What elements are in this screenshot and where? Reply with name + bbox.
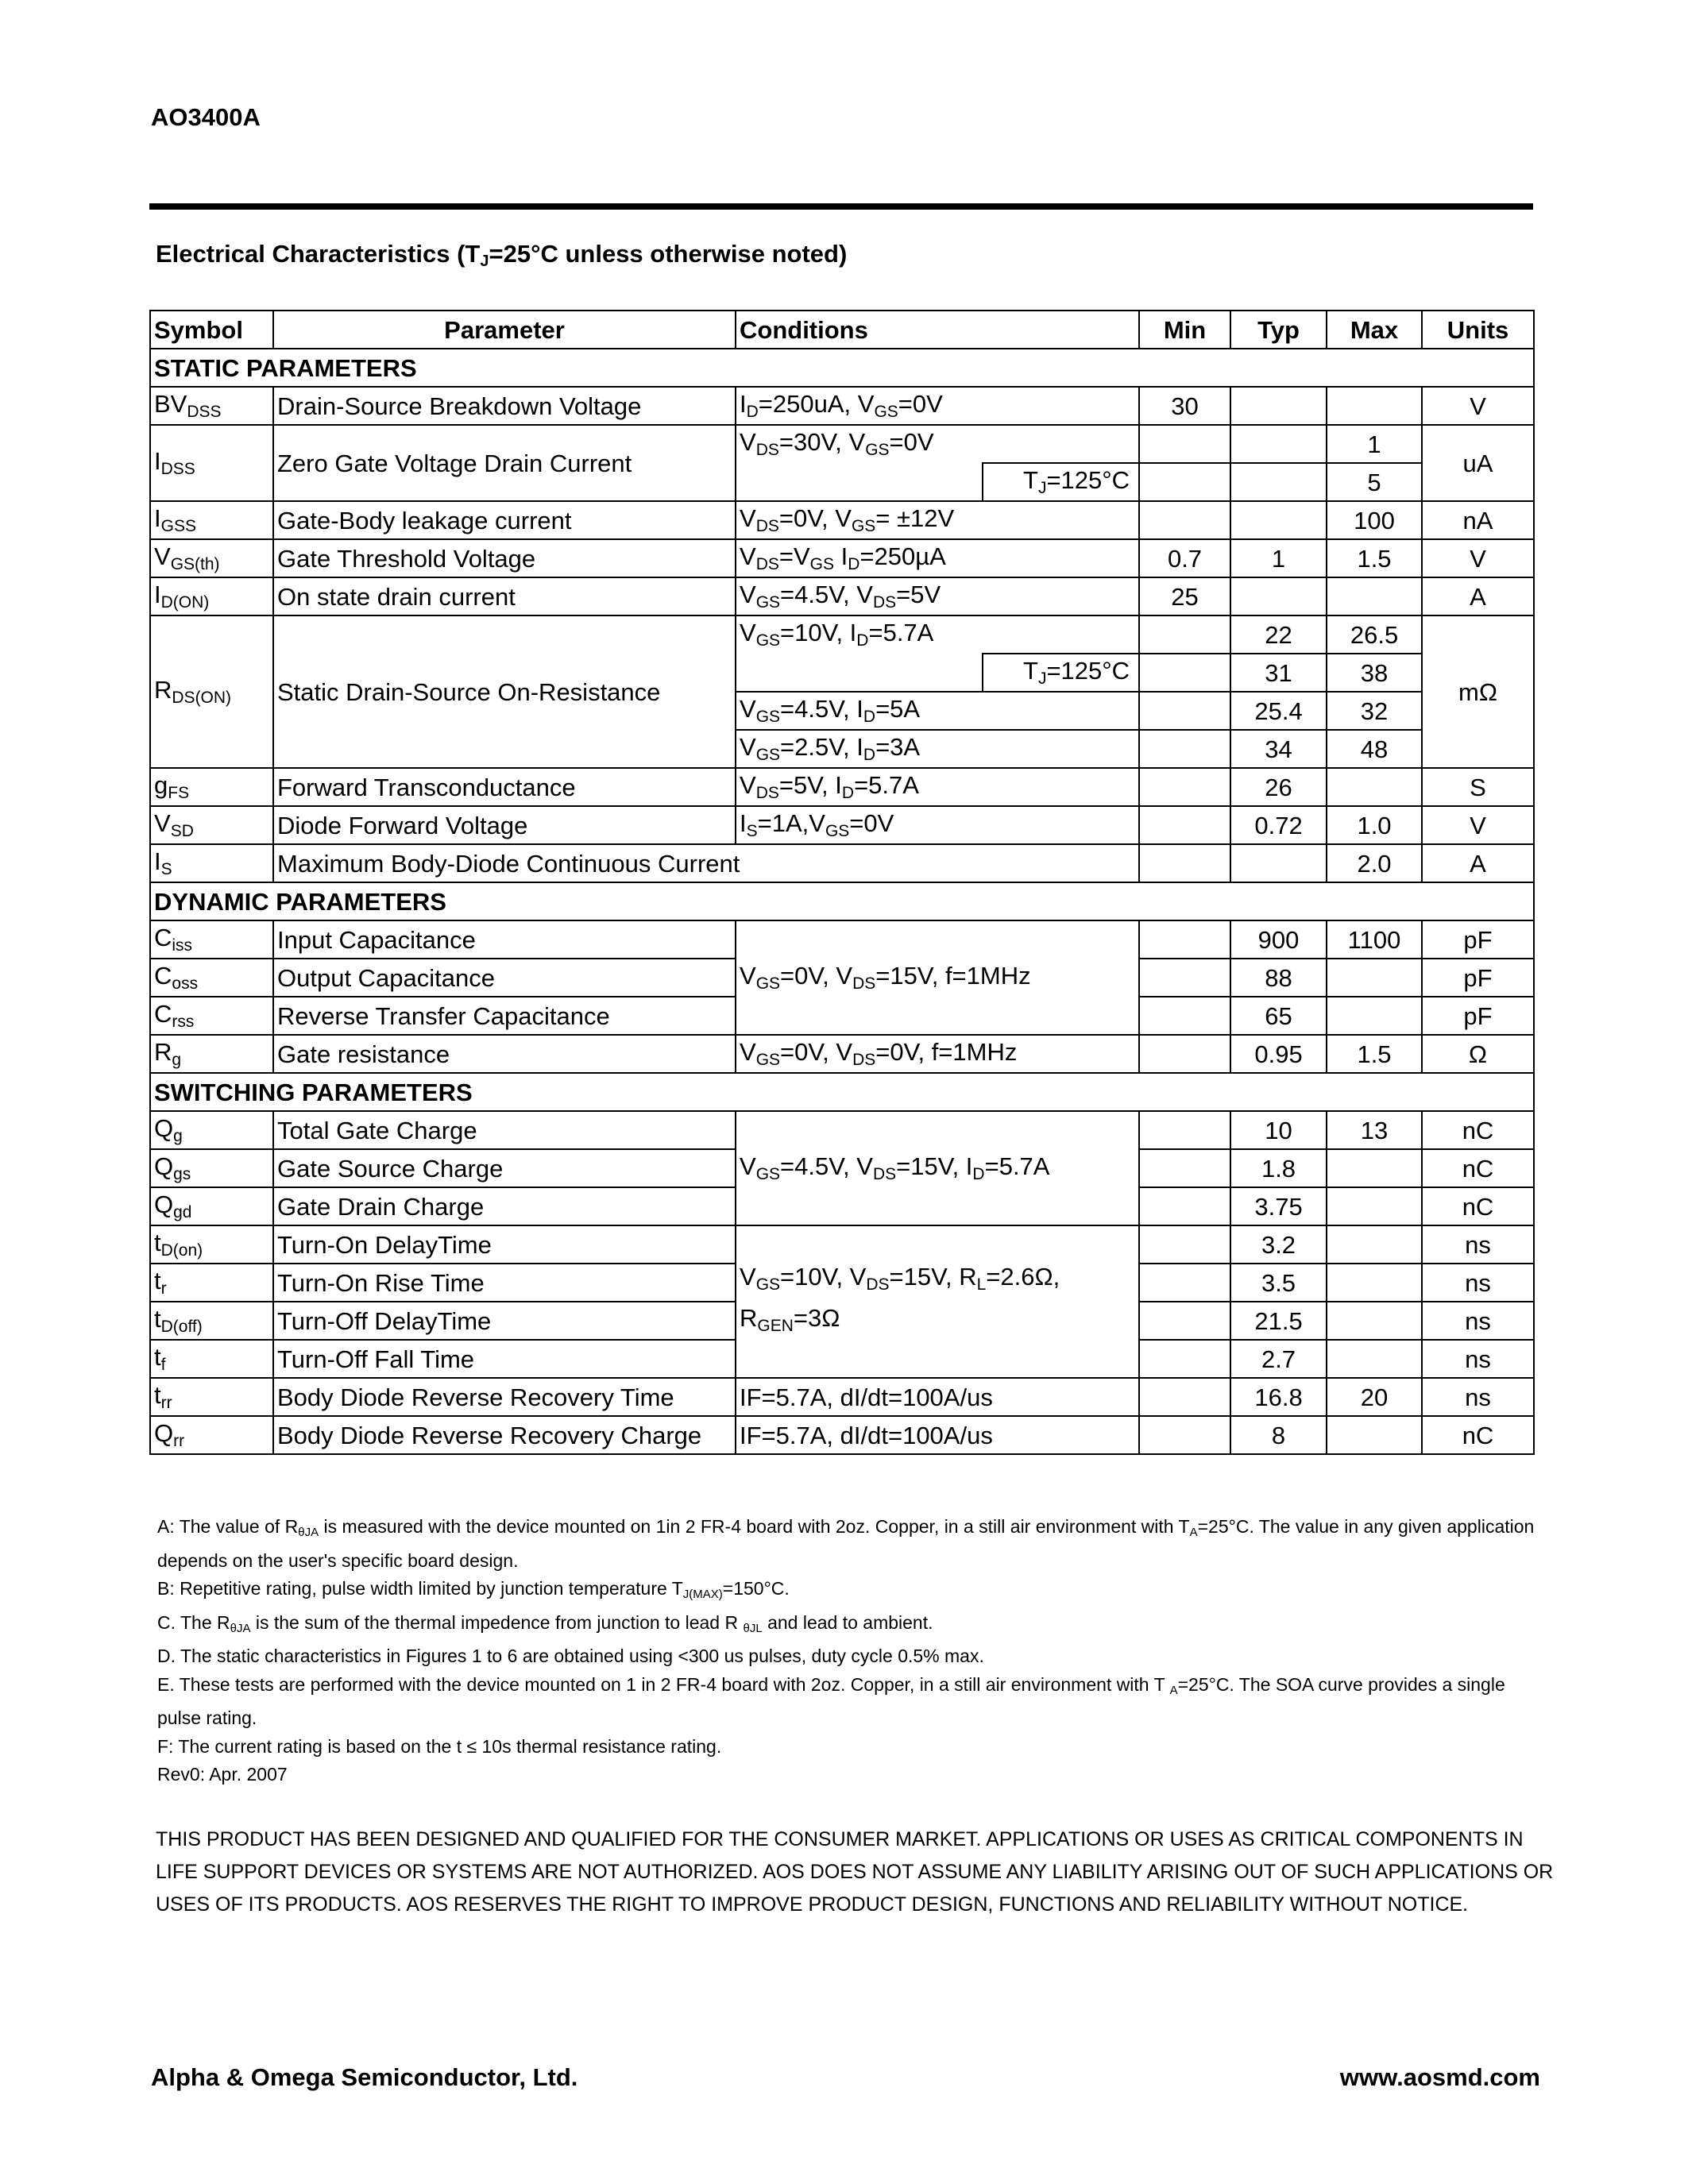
conditions-cell: $I_S=1A,V_{GS}=0V$ bbox=[736, 806, 1139, 844]
parameter-cell: On state drain current bbox=[273, 577, 736, 615]
parameter-cell: Forward Transconductance bbox=[273, 768, 736, 806]
parameter-cell: Gate Drain Charge bbox=[273, 1187, 736, 1225]
symbol-cell: $V_{SD}$ bbox=[150, 806, 273, 844]
units-cell: pF bbox=[1422, 959, 1534, 997]
max-cell bbox=[1327, 997, 1422, 1035]
typ-cell: 8 bbox=[1230, 1416, 1327, 1454]
typ-cell: 900 bbox=[1230, 920, 1327, 959]
symbol-cell: $R_{DS(ON)}$ bbox=[150, 615, 273, 768]
typ-cell bbox=[1230, 425, 1327, 463]
parameter-cell: Gate-Body leakage current bbox=[273, 501, 736, 539]
switching-section-title: SWITCHING PARAMETERS bbox=[150, 1073, 1534, 1111]
conditions-cell: IF=5.7A, dI/dt=100A/us bbox=[736, 1416, 1139, 1454]
symbol-cell: $t_{D(on)}$ bbox=[150, 1225, 273, 1264]
conditions-spacer bbox=[736, 463, 983, 501]
table-row bbox=[150, 1035, 1534, 1073]
typ-cell: 10 bbox=[1230, 1111, 1327, 1149]
max-cell: 1.5 bbox=[1327, 539, 1422, 577]
typ-cell: 3.75 bbox=[1230, 1187, 1327, 1225]
footnote-b: B: Repetitive rating, pulse width limited by junction temperature $T_{J(MAX)}=150^\circ C$. bbox=[157, 1578, 790, 1601]
units-cell: nA bbox=[1422, 501, 1534, 539]
conditions-cell: $V_{GS}=4.5V$, $V_{DS}=15V$, $I_D=5.7A$ bbox=[736, 1111, 1139, 1225]
typ-cell bbox=[1230, 577, 1327, 615]
parameter-cell: Static Drain-Source On-Resistance bbox=[273, 615, 736, 768]
min-cell bbox=[1139, 1416, 1230, 1454]
min-cell bbox=[1139, 615, 1230, 654]
symbol-cell: $t_r$ bbox=[150, 1264, 273, 1302]
typ-cell: 21.5 bbox=[1230, 1302, 1327, 1340]
min-cell bbox=[1139, 768, 1230, 806]
section-title-sub: J bbox=[480, 253, 489, 270]
footnote-d: D. The static characteristics in Figures 1 to 6 are obtained using <300 us pulses, duty cycle 0.5% max. bbox=[157, 1646, 984, 1666]
header-typ: Typ bbox=[1230, 311, 1327, 349]
footnote-f: F: The current rating is based on the t ≤ 10s thermal resistance rating. bbox=[157, 1735, 722, 1757]
table-row bbox=[150, 1111, 1534, 1149]
typ-cell: 34 bbox=[1230, 730, 1327, 768]
symbol-cell: $C_{rss}$ bbox=[150, 997, 273, 1035]
units-cell: uA bbox=[1422, 425, 1534, 501]
symbol-cell: $I_{D(ON)}$ bbox=[150, 577, 273, 615]
header-units: Units bbox=[1422, 311, 1534, 349]
table-row bbox=[150, 615, 1534, 654]
typ-cell: 2.7 bbox=[1230, 1340, 1327, 1378]
max-cell: 1 bbox=[1327, 425, 1422, 463]
max-cell bbox=[1327, 1416, 1422, 1454]
max-cell bbox=[1327, 768, 1422, 806]
symbol-cell: $I_{GSS}$ bbox=[150, 501, 273, 539]
typ-cell: 3.2 bbox=[1230, 1225, 1327, 1264]
min-cell bbox=[1139, 1302, 1230, 1340]
max-cell bbox=[1327, 959, 1422, 997]
section-row bbox=[150, 349, 1534, 387]
parameter-cell: Gate Source Charge bbox=[273, 1149, 736, 1187]
min-cell bbox=[1139, 1111, 1230, 1149]
max-cell: 1.0 bbox=[1327, 806, 1422, 844]
conditions-cell: $V_{GS}=0V$, $V_{DS}=15V$, f=1MHz bbox=[736, 920, 1139, 1035]
units-cell: S bbox=[1422, 768, 1534, 806]
symbol-cell: $I_S$ bbox=[150, 844, 273, 882]
units-cell: nC bbox=[1422, 1416, 1534, 1454]
typ-cell: 1 bbox=[1230, 539, 1327, 577]
parameter-cell: Gate Threshold Voltage bbox=[273, 539, 736, 577]
table-row bbox=[150, 425, 1534, 463]
website-link[interactable]: www.aosmd.com bbox=[1339, 2063, 1540, 2091]
max-cell: 20 bbox=[1327, 1378, 1422, 1416]
footnote-e: E. These tests are performed with the device mounted on 1 in 2 FR-4 board with 2oz. Copper, in a still air environment with T $_A$=25°C. The SOA curve provides a single pulse rating. bbox=[157, 1673, 1505, 1728]
max-cell bbox=[1327, 1302, 1422, 1340]
header-min: Min bbox=[1139, 311, 1230, 349]
conditions-cell: IF=5.7A, dI/dt=100A/us bbox=[736, 1378, 1139, 1416]
typ-cell: 88 bbox=[1230, 959, 1327, 997]
max-cell bbox=[1327, 387, 1422, 425]
header-divider bbox=[149, 203, 1533, 210]
typ-cell: 31 bbox=[1230, 654, 1327, 692]
conditions-cell: $V_{GS}=10V$, $I_D=5.7A$ bbox=[736, 615, 1139, 654]
parameter-cell: Gate resistance bbox=[273, 1035, 736, 1073]
min-cell bbox=[1139, 920, 1230, 959]
symbol-cell: $V_{GS(th)}$ bbox=[150, 539, 273, 577]
min-cell: 0.7 bbox=[1139, 539, 1230, 577]
table-row bbox=[150, 539, 1534, 577]
min-cell bbox=[1139, 997, 1230, 1035]
min-cell bbox=[1139, 730, 1230, 768]
units-cell: mΩ bbox=[1422, 615, 1534, 768]
symbol-cell: $Q_{rr}$ bbox=[150, 1416, 273, 1454]
typ-cell: 0.72 bbox=[1230, 806, 1327, 844]
max-cell: 100 bbox=[1327, 501, 1422, 539]
parameter-cell: Zero Gate Voltage Drain Current bbox=[273, 425, 736, 501]
min-cell bbox=[1139, 806, 1230, 844]
footnote-a: A: The value of $R_{\theta JA}$ is measured with the device mounted on 1in 2 FR-4 board with 2oz. Copper, in a still air environment with $T_A=25^\circ C$. The value in any given application depends on the user's specific board design. bbox=[157, 1516, 1535, 1571]
parameter-cell: Input Capacitance bbox=[273, 920, 736, 959]
conditions-cell: $V_{GS}=0V$, $V_{DS}=0V$, f=1MHz bbox=[736, 1035, 1139, 1073]
conditions-cell: $V_{DS}=30V$, $V_{GS}=0V$ bbox=[736, 425, 1139, 463]
typ-cell: 1.8 bbox=[1230, 1149, 1327, 1187]
table-row bbox=[150, 920, 1534, 959]
symbol-cell: $Q_{gs}$ bbox=[150, 1149, 273, 1187]
units-cell: V bbox=[1422, 387, 1534, 425]
parameter-cell: Diode Forward Voltage bbox=[273, 806, 736, 844]
tj-condition-cell: $T_J=125^\circ C$ bbox=[983, 654, 1139, 692]
symbol-cell: $C_{iss}$ bbox=[150, 920, 273, 959]
max-cell bbox=[1327, 1340, 1422, 1378]
section-row bbox=[150, 1073, 1534, 1111]
max-cell: 1100 bbox=[1327, 920, 1422, 959]
header-max: Max bbox=[1327, 311, 1422, 349]
units-cell: ns bbox=[1422, 1264, 1534, 1302]
min-cell bbox=[1139, 1187, 1230, 1225]
units-cell: Ω bbox=[1422, 1035, 1534, 1073]
section-title-rest: =25°C unless otherwise noted) bbox=[489, 240, 848, 268]
max-cell bbox=[1327, 1225, 1422, 1264]
max-cell: 5 bbox=[1327, 463, 1422, 501]
min-cell bbox=[1139, 654, 1230, 692]
symbol-cell: $BV_{DSS}$ bbox=[150, 387, 273, 425]
max-cell: 13 bbox=[1327, 1111, 1422, 1149]
symbol-cell: $R_g$ bbox=[150, 1035, 273, 1073]
units-cell: V bbox=[1422, 539, 1534, 577]
min-cell: 25 bbox=[1139, 577, 1230, 615]
symbol-cell: $C_{oss}$ bbox=[150, 959, 273, 997]
parameter-cell: Turn-Off Fall Time bbox=[273, 1340, 736, 1378]
table-row bbox=[150, 806, 1534, 844]
min-cell bbox=[1139, 1149, 1230, 1187]
table-row bbox=[150, 577, 1534, 615]
parameter-cell: Total Gate Charge bbox=[273, 1111, 736, 1149]
max-cell bbox=[1327, 1187, 1422, 1225]
parameter-cell: Maximum Body-Diode Continuous Current bbox=[273, 844, 1139, 882]
units-cell: V bbox=[1422, 806, 1534, 844]
typ-cell: 0.95 bbox=[1230, 1035, 1327, 1073]
conditions-cell: $I_D=250uA$, $V_{GS}=0V$ bbox=[736, 387, 1139, 425]
footnote-c: C. The $R_{\theta JA}$ is the sum of the thermal impedence from junction to lead R $_{\theta JL}$ and lead to ambient. bbox=[157, 1611, 933, 1635]
min-cell bbox=[1139, 692, 1230, 730]
max-cell: 48 bbox=[1327, 730, 1422, 768]
symbol-cell: $t_{rr}$ bbox=[150, 1378, 273, 1416]
symbol-cell: $Q_{gd}$ bbox=[150, 1187, 273, 1225]
parameter-cell: Body Diode Reverse Recovery Charge bbox=[273, 1416, 736, 1454]
symbol-cell: $I_{DSS}$ bbox=[150, 425, 273, 501]
max-cell bbox=[1327, 577, 1422, 615]
typ-cell bbox=[1230, 501, 1327, 539]
section-title bbox=[156, 240, 847, 271]
parameter-cell: Drain-Source Breakdown Voltage bbox=[273, 387, 736, 425]
parameter-cell: Turn-On Rise Time bbox=[273, 1264, 736, 1302]
max-cell: 38 bbox=[1327, 654, 1422, 692]
conditions-cell: $V_{GS}=4.5V$, $V_{DS}=5V$ bbox=[736, 577, 1139, 615]
table-row bbox=[150, 1378, 1534, 1416]
table-row bbox=[150, 1225, 1534, 1264]
parameter-cell: Body Diode Reverse Recovery Time bbox=[273, 1378, 736, 1416]
parameter-cell: Reverse Transfer Capacitance bbox=[273, 997, 736, 1035]
typ-cell bbox=[1230, 844, 1327, 882]
typ-cell: 3.5 bbox=[1230, 1264, 1327, 1302]
table-row bbox=[150, 501, 1534, 539]
min-cell bbox=[1139, 959, 1230, 997]
header-symbol: Symbol bbox=[150, 311, 273, 349]
table-row bbox=[150, 1416, 1534, 1454]
company-name: Alpha & Omega Semiconductor, Ltd. bbox=[151, 2063, 578, 2091]
disclaimer: THIS PRODUCT HAS BEEN DESIGNED AND QUALIFIED FOR THE CONSUMER MARKET. APPLICATIONS OR USES AS CRITICAL COMPONENTS IN LIFE SUPPORT DEVICES OR SYSTEMS ARE NOT AUTHORIZED. AOS DOES NOT ASSUME ANY LIABILITY ARISING OUT OF SUCH APPLICATIONS OR USES OF ITS PRODUCTS. AOS RESERVES THE RIGHT TO IMPROVE PRODUCT DESIGN, FUNCTIONS AND RELIABILITY WITHOUT NOTICE. bbox=[156, 1828, 1554, 1916]
min-cell bbox=[1139, 1378, 1230, 1416]
part-number: AO3400A bbox=[151, 103, 261, 131]
units-cell: nC bbox=[1422, 1187, 1534, 1225]
max-cell: 1.5 bbox=[1327, 1035, 1422, 1073]
revision: Rev0: Apr. 2007 bbox=[157, 1764, 288, 1785]
typ-cell: 26 bbox=[1230, 768, 1327, 806]
electrical-characteristics-table bbox=[149, 310, 1535, 1455]
symbol-cell: $g_{FS}$ bbox=[150, 768, 273, 806]
symbol-cell: $t_{D(off)}$ bbox=[150, 1302, 273, 1340]
min-cell bbox=[1139, 1340, 1230, 1378]
units-cell: ns bbox=[1422, 1225, 1534, 1264]
max-cell bbox=[1327, 1264, 1422, 1302]
typ-cell: 65 bbox=[1230, 997, 1327, 1035]
typ-cell bbox=[1230, 387, 1327, 425]
min-cell bbox=[1139, 1225, 1230, 1264]
min-cell bbox=[1139, 501, 1230, 539]
conditions-cell: $V_{DS}=V_{GS}$ $I_D=250\mu A$ bbox=[736, 539, 1139, 577]
dynamic-section-title: DYNAMIC PARAMETERS bbox=[150, 882, 1534, 920]
section-row bbox=[150, 882, 1534, 920]
max-cell: 32 bbox=[1327, 692, 1422, 730]
parameter-cell: Turn-On DelayTime bbox=[273, 1225, 736, 1264]
static-section-title: STATIC PARAMETERS bbox=[150, 349, 1534, 387]
parameter-cell: Output Capacitance bbox=[273, 959, 736, 997]
header-parameter: Parameter bbox=[273, 311, 736, 349]
typ-cell bbox=[1230, 463, 1327, 501]
table-header-row bbox=[150, 311, 1534, 349]
header-conditions: Conditions bbox=[736, 311, 1139, 349]
units-cell: ns bbox=[1422, 1378, 1534, 1416]
conditions-cell: $V_{GS}=4.5V$, $I_D=5A$ bbox=[736, 692, 1139, 730]
conditions-cell: $V_{DS}=0V$, $V_{GS}= \pm 12V$ bbox=[736, 501, 1139, 539]
footnotes bbox=[157, 1513, 1539, 1789]
typ-cell: 16.8 bbox=[1230, 1378, 1327, 1416]
units-cell: pF bbox=[1422, 997, 1534, 1035]
table-row bbox=[150, 387, 1534, 425]
conditions-cell: $V_{GS}=2.5V$, $I_D=3A$ bbox=[736, 730, 1139, 768]
conditions-cell: $V_{GS}=10V$, $V_{DS}=15V$, $R_L=2.6\Omega$, $R_{GEN}=3\Omega$ bbox=[736, 1225, 1139, 1378]
max-cell: 2.0 bbox=[1327, 844, 1422, 882]
min-cell bbox=[1139, 844, 1230, 882]
units-cell: nC bbox=[1422, 1149, 1534, 1187]
units-cell: pF bbox=[1422, 920, 1534, 959]
max-cell: 26.5 bbox=[1327, 615, 1422, 654]
min-cell: 30 bbox=[1139, 387, 1230, 425]
min-cell bbox=[1139, 1264, 1230, 1302]
typ-cell: 22 bbox=[1230, 615, 1327, 654]
typ-cell: 25.4 bbox=[1230, 692, 1327, 730]
units-cell: A bbox=[1422, 577, 1534, 615]
min-cell bbox=[1139, 425, 1230, 463]
table-row bbox=[150, 844, 1534, 882]
conditions-cell: $V_{DS}=5V$, $I_D=5.7A$ bbox=[736, 768, 1139, 806]
max-cell bbox=[1327, 1149, 1422, 1187]
symbol-cell: $Q_g$ bbox=[150, 1111, 273, 1149]
section-title-text: Electrical Characteristics (T bbox=[156, 240, 481, 268]
min-cell bbox=[1139, 1035, 1230, 1073]
parameter-cell: Turn-Off DelayTime bbox=[273, 1302, 736, 1340]
units-cell: nC bbox=[1422, 1111, 1534, 1149]
tj-condition-cell: $T_J=125^\circ C$ bbox=[983, 463, 1139, 501]
min-cell bbox=[1139, 463, 1230, 501]
units-cell: A bbox=[1422, 844, 1534, 882]
table-row bbox=[150, 768, 1534, 806]
symbol-cell: $t_f$ bbox=[150, 1340, 273, 1378]
units-cell: ns bbox=[1422, 1340, 1534, 1378]
units-cell: ns bbox=[1422, 1302, 1534, 1340]
conditions-spacer bbox=[736, 654, 983, 692]
